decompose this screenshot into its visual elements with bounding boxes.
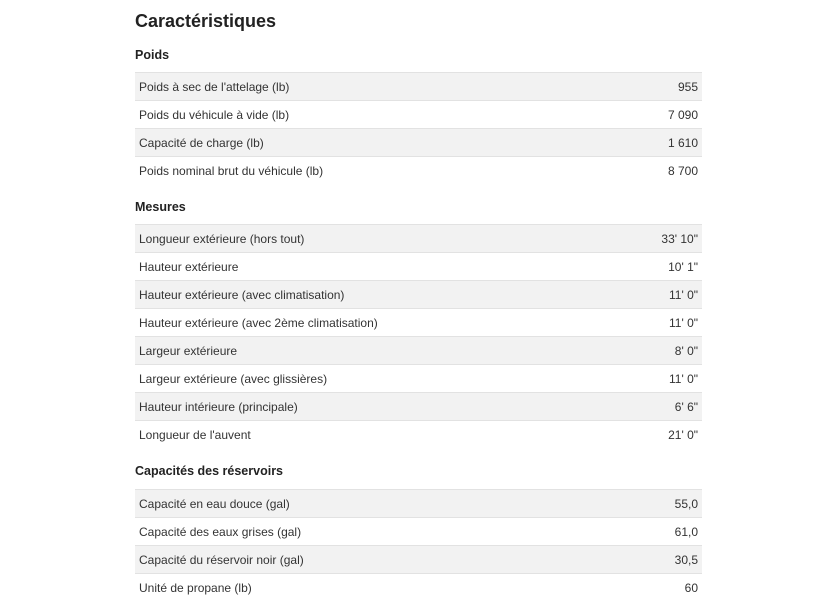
table-row [135,518,702,546]
table-row [135,421,702,448]
row-label: Poids du véhicule à vide (lb) [139,107,290,122]
row-value: 61,0 [674,524,698,539]
row-value: 11' 0" [668,287,698,302]
table-mesures [135,224,702,448]
row-label: Largeur extérieure [139,343,238,358]
table-row [135,281,702,309]
table-row [135,393,702,421]
row-value: 11' 0" [668,315,698,330]
table-row [135,73,702,101]
row-label: Capacité de charge (lb) [139,135,264,150]
table-row [135,253,702,281]
page-title: Caractéristiques [135,11,277,31]
table-row [135,129,702,157]
table-row [135,337,702,365]
row-value: 10' 1" [668,259,698,274]
row-label: Longueur extérieure (hors tout) [139,231,305,246]
row-label: Hauteur extérieure (avec 2ème climatisation) [139,315,378,330]
row-value: 955 [677,79,698,94]
row-value: 33' 10" [661,231,698,246]
row-value: 1 610 [667,135,698,150]
table-row [135,157,702,184]
row-label: Poids nominal brut du véhicule (lb) [139,163,324,178]
table-row [135,574,702,601]
row-value: 11' 0" [668,371,698,386]
row-value: 8 700 [667,163,698,178]
table-poids [135,72,702,184]
row-label: Capacité du réservoir noir (gal) [139,552,304,567]
row-label: Poids à sec de l'attelage (lb) [139,79,290,94]
row-value: 60 [684,580,698,595]
row-label: Hauteur extérieure [139,259,239,274]
table-row [135,490,702,518]
row-value: 30,5 [674,552,698,567]
row-value: 55,0 [674,496,698,511]
section-title-poids: Poids [135,48,170,62]
row-label: Longueur de l'auvent [139,427,251,442]
table-reservoirs [135,489,702,601]
row-value: 7 090 [667,107,698,122]
row-label: Hauteur intérieure (principale) [139,399,298,414]
row-value: 6' 6" [674,399,698,414]
row-label: Capacité des eaux grises (gal) [139,524,302,539]
section-title-reservoirs: Capacités des réservoirs [135,464,284,478]
specifications-panel [135,0,702,601]
row-label: Largeur extérieure (avec glissières) [139,371,328,386]
table-row [135,546,702,574]
table-row [135,365,702,393]
row-label: Hauteur extérieure (avec climatisation) [139,287,345,302]
section-title-mesures: Mesures [135,200,186,214]
row-label: Capacité en eau douce (gal) [139,496,290,511]
row-value: 21' 0" [668,427,698,442]
row-value: 8' 0" [674,343,698,358]
table-row [135,225,702,253]
row-label: Unité de propane (lb) [139,580,252,595]
table-row [135,309,702,337]
table-row [135,101,702,129]
